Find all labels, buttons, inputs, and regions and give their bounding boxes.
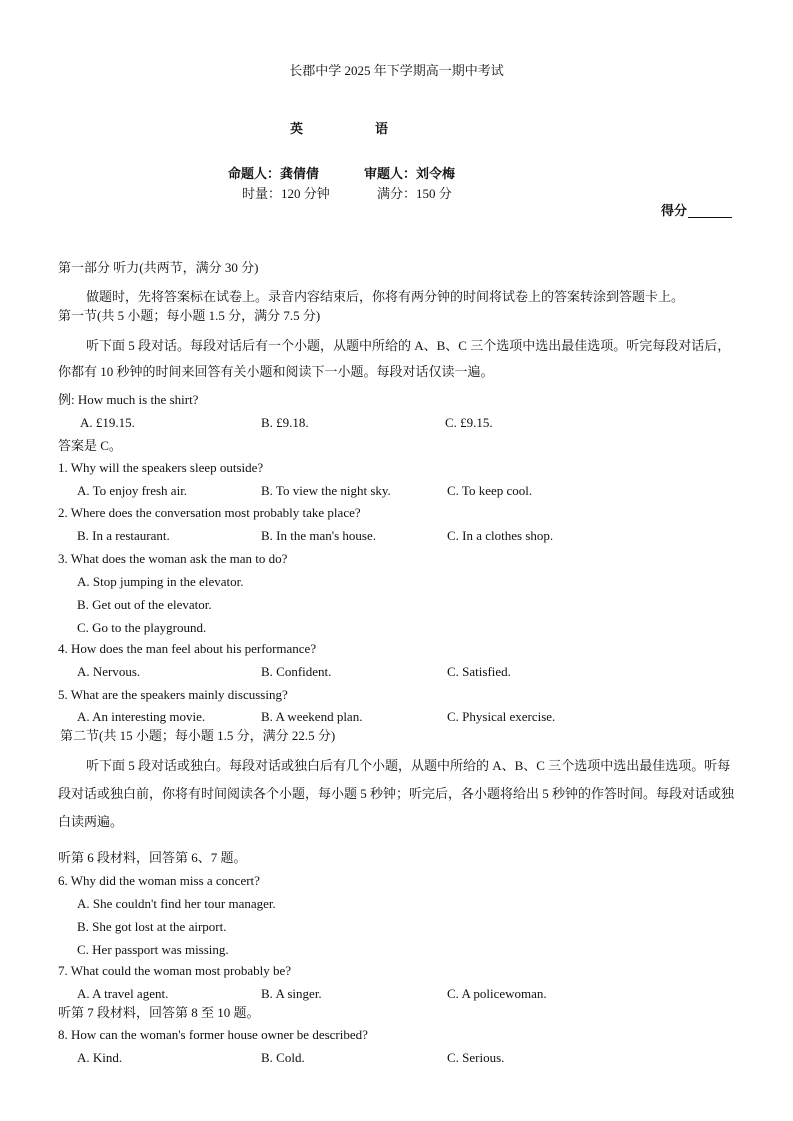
q1-option-a: A. To enjoy fresh air.	[77, 483, 188, 498]
q3-option-c: C. Go to the playground.	[77, 620, 207, 635]
material6-note: 听第 6 段材料，回答第 6、7 题。	[58, 850, 247, 865]
subject-char-1: 英	[290, 122, 304, 137]
q6-question: 6. Why did the woman miss a concert?	[58, 873, 260, 888]
score-field	[661, 205, 732, 218]
q7-question: 7. What could the woman most probably be?	[58, 963, 291, 978]
score-label: 得分	[661, 204, 688, 219]
q3-option-b: B. Get out of the elevator.	[77, 597, 212, 612]
q5-question: 5. What are the speakers mainly discussing?	[58, 687, 288, 702]
q6-option-c: C. Her passport was missing.	[77, 942, 229, 957]
q3-question: 3. What does the woman ask the man to do?	[58, 551, 288, 566]
q8-option-a: A. Kind.	[77, 1050, 123, 1065]
q4-question: 4. How does the man feel about his performance?	[58, 641, 317, 656]
q6-option-a: A. She couldn't find her tour manager.	[77, 896, 276, 911]
subject-char-2: 语	[375, 122, 389, 137]
example-option-c: C. £9.15.	[445, 415, 493, 430]
example-answer: 答案是 C。	[58, 438, 122, 453]
q5-option-c: C. Physical exercise.	[447, 709, 556, 724]
q7-option-b: B. A singer.	[261, 986, 322, 1001]
example-option-a: A. £19.15.	[80, 415, 135, 430]
reviewer: 审题人：刘令梅	[364, 167, 456, 182]
score-blank	[688, 205, 732, 218]
section2-instructions: 听下面 5 段对话或独白。每段对话或独白后有几个小题，从题中所给的 A、B、C 三个选项中选出最佳选项。听每段对话或独白前，你将有时间阅读各个小题，每小题 5 秒钟；听完后，各小题将给出 5 秒钟的作答时间。每段对话或独白读两遍。	[58, 758, 735, 829]
q7-option-c: C. A policewoman.	[447, 986, 547, 1001]
q1-option-b: B. To view the night sky.	[261, 483, 391, 498]
q6-option-b: B. She got lost at the airport.	[77, 919, 227, 934]
q8-option-b: B. Cold.	[261, 1050, 305, 1065]
q5-option-b: B. A weekend plan.	[261, 709, 363, 724]
full-score: 满分：150 分	[377, 186, 452, 201]
q7-option-a: A. A travel agent.	[77, 986, 169, 1001]
q2-option-c: C. In a clothes shop.	[447, 528, 554, 543]
q4-option-b: B. Confident.	[261, 664, 332, 679]
part1-title: 第一部分 听力(共两节，满分 30 分)	[58, 260, 259, 275]
school-title: 长郡中学 2025 年下学期高一期中考试	[289, 63, 504, 78]
section1-instructions: 听下面 5 段对话。每段对话后有一个小题，从题中所给的 A、B、C 三个选项中选出最佳选项。听完每段对话后，你都有 10 秒钟的时间来回答有关小题和阅读下一小题。每段对话仅读一遍。	[58, 338, 731, 379]
q3-option-a: A. Stop jumping in the elevator.	[77, 574, 244, 589]
q8-question: 8. How can the woman's former house owner be described?	[58, 1027, 368, 1042]
q5-option-a: A. An interesting movie.	[77, 709, 206, 724]
q4-option-a: A. Nervous.	[77, 664, 141, 679]
q1-question: 1. Why will the speakers sleep outside?	[58, 460, 264, 475]
section1-title: 第一节(共 5 小题；每小题 1.5 分，满分 7.5 分)	[58, 308, 321, 323]
material7-note: 听第 7 段材料，回答第 8 至 10 题。	[58, 1005, 260, 1020]
setter: 命题人：龚倩倩	[228, 167, 320, 182]
q8-option-c: C. Serious.	[447, 1050, 505, 1065]
q2-option-b: B. In the man's house.	[261, 528, 376, 543]
part1-intro: 做题时，先将答案标在试卷上。录音内容结束后，你将有两分钟的时间将试卷上的答案转涂到答题卡上。	[86, 289, 685, 304]
q2-option-a: B. In a restaurant.	[77, 528, 170, 543]
q4-option-c: C. Satisfied.	[447, 664, 511, 679]
example-option-b: B. £9.18.	[261, 415, 309, 430]
section2-title: 第二节(共 15 小题；每小题 1.5 分，满分 22.5 分)	[60, 728, 336, 743]
q1-option-c: C. To keep cool.	[447, 483, 533, 498]
example-question: 例: How much is the shirt?	[58, 392, 199, 407]
exam-time: 时量：120 分钟	[242, 186, 330, 201]
q2-question: 2. Where does the conversation most probably take place?	[58, 505, 361, 520]
